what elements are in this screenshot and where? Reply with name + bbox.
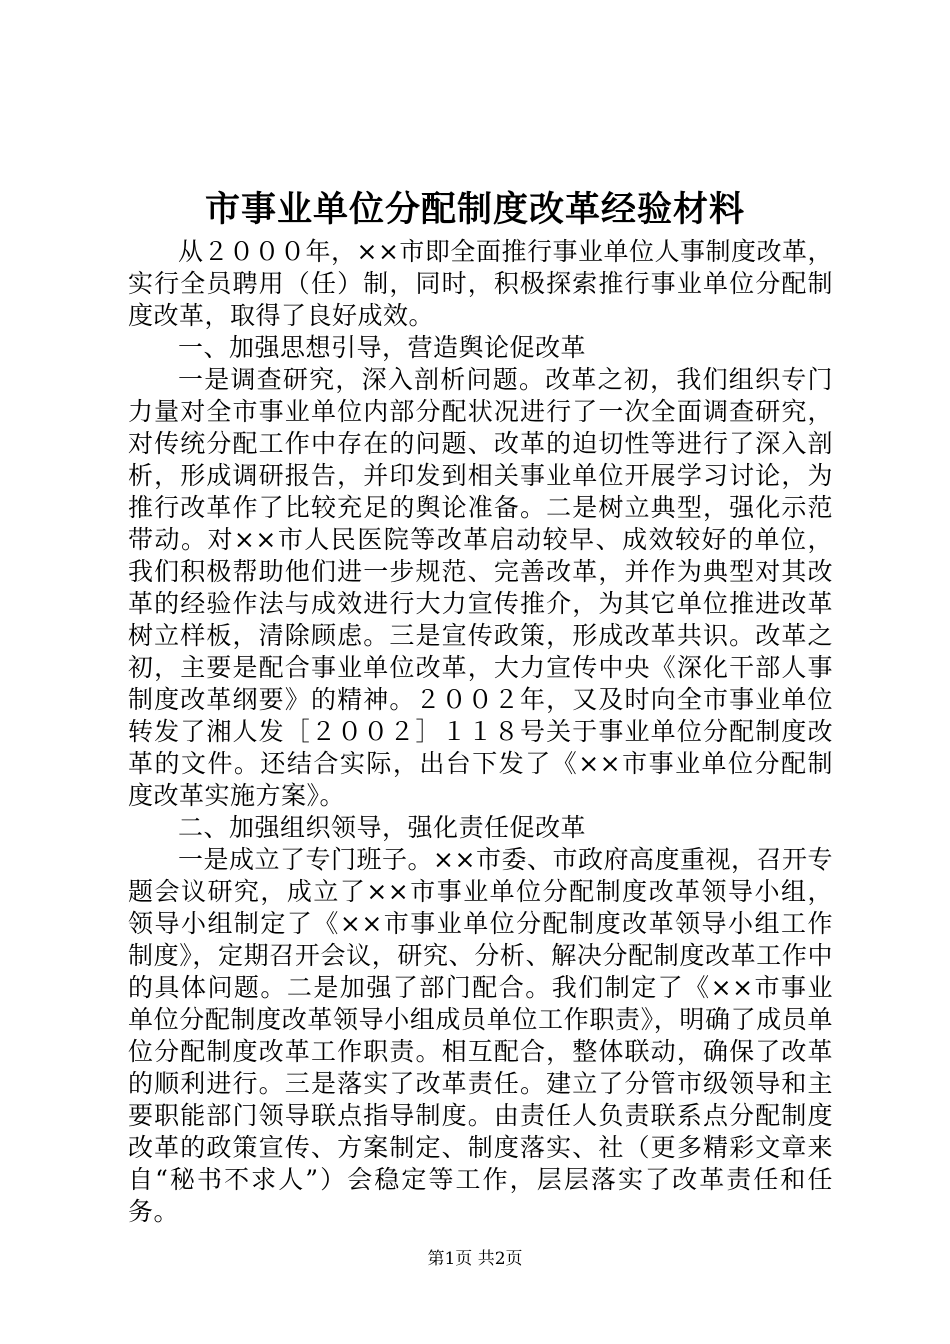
document-title: 市事业单位分配制度改革经验材料 bbox=[204, 189, 745, 230]
page-footer: 第1页 共2页 bbox=[427, 1249, 523, 1269]
section-1-paragraph: 一是调查研究，深入剖析问题。改革之初，我们组织专门力量对全市事业单位内部分配状况进行了一次全面调查研究，对传统分配工作中存在的问题、改革的迫切性等进行了深入剖析，形成调研报告，并印发到相关事业单位开展学习讨论，为推行改革作了比较充足的舆论准备。二是树立典型，强化示范带动。对××市人民医院等改革启动较早、成效较好的单位，我们积极帮助他们进一步规范、完善改革，并作为典型对其改革的经验作法与成效进行大力宣传推介，为其它单位推进改革树立样板，清除顾虑。三是宣传政策，形成改革共识。改革之初，主要是配合事业单位改革，大力宣传中央《深化干部人事制度改革纲要》的精神。２００２年，又及时向全市事业单位转发了湘人发［２００２］１１８号关于事业单位分配制度改革的文件。还结合实际，出台下发了《××市事业单位分配制度改革实施方案》。 bbox=[128, 365, 833, 810]
section-heading-2: 二、加强组织领导，强化责任促改革 bbox=[178, 813, 587, 842]
section-2-paragraph: 一是成立了专门班子。××市委、市政府高度重视，召开专题会议研究，成立了××市事业单位分配制度改革领导小组，领导小组制定了《××市事业单位分配制度改革领导小组工作制度》，定期召开会议，研究、分析、解决分配制度改革工作中的具体问题。二是加强了部门配合。我们制定了《××市事业单位分配制度改革领导小组成员单位工作职责》，明确了成员单位分配制度改革工作职责。相互配合，整体联动，确保了改革的顺利进行。三是落实了改革责任。建立了分管市级领导和主要职能部门领导联点指导制度。由责任人负责联系点分配制度改革的政策宣传、方案制定、制度落实、社（更多精彩文章来自“秘书不求人”）会稳定等工作，层层落实了改革责任和任务。 bbox=[128, 845, 833, 1226]
document-body bbox=[128, 236, 833, 1228]
section-heading-1: 一、加强思想引导，营造舆论促改革 bbox=[178, 333, 587, 362]
intro-paragraph: 从２０００年，××市即全面推行事业单位人事制度改革，实行全员聘用（任）制，同时，积极探索推行事业单位分配制度改革，取得了良好成效。 bbox=[128, 237, 833, 330]
